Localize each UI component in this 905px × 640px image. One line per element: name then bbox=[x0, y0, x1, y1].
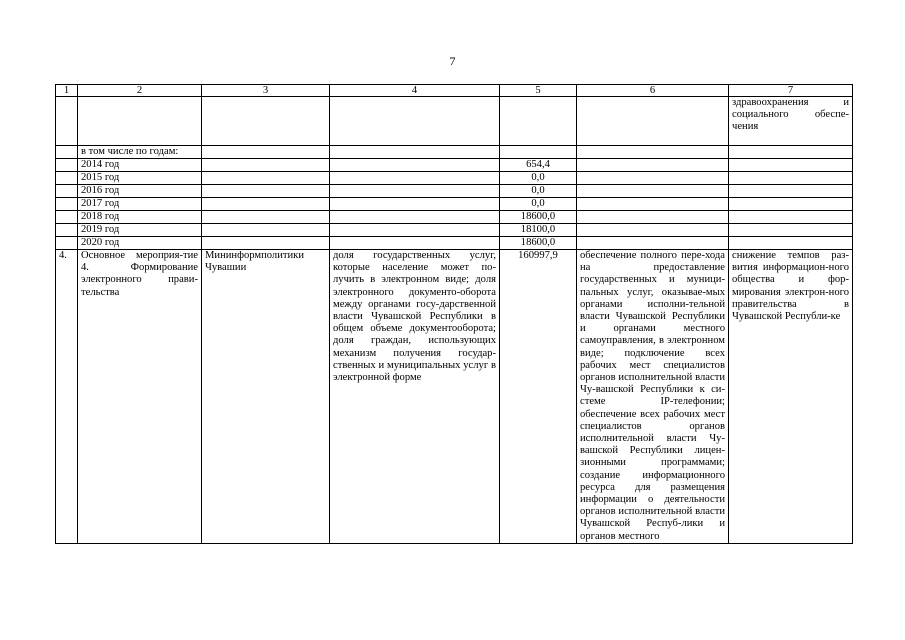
program-table bbox=[55, 84, 853, 544]
activity-amount: 160997,9 bbox=[500, 250, 577, 544]
year-row bbox=[56, 185, 853, 198]
subtotal-label-row bbox=[56, 146, 853, 159]
column-header: 6 bbox=[577, 85, 729, 97]
year-label: 2015 год bbox=[78, 172, 202, 185]
year-label: 2017 год bbox=[78, 198, 202, 211]
year-row bbox=[56, 237, 853, 250]
year-row bbox=[56, 198, 853, 211]
page-number: 7 bbox=[449, 54, 456, 68]
continued-consequence-cell: здравоохранения и социального обеспе-чения bbox=[729, 97, 853, 146]
year-value: 0,0 bbox=[500, 198, 577, 211]
year-row bbox=[56, 211, 853, 224]
continuation-row bbox=[56, 97, 853, 146]
column-number-row bbox=[56, 85, 853, 97]
year-label: 2018 год bbox=[78, 211, 202, 224]
activity-name: Основное мероприя-тие 4. Формирование электронного прави-тельства bbox=[78, 250, 202, 544]
year-label: 2016 год bbox=[78, 185, 202, 198]
year-label: 2020 год bbox=[78, 237, 202, 250]
year-value: 654,4 bbox=[500, 159, 577, 172]
activity-consequences: снижение темпов раз-вития информацион-ного общества и фор-мирования электрон-ного правительства в Чувашской Республи-ке bbox=[729, 250, 853, 544]
year-row bbox=[56, 224, 853, 237]
activity-row bbox=[56, 250, 853, 544]
column-header: 3 bbox=[202, 85, 330, 97]
column-header: 1 bbox=[56, 85, 78, 97]
column-header: 4 bbox=[330, 85, 500, 97]
column-header: 5 bbox=[500, 85, 577, 97]
year-value: 18100,0 bbox=[500, 224, 577, 237]
year-value: 0,0 bbox=[500, 172, 577, 185]
activity-executor: Мининформполитики Чувашии bbox=[202, 250, 330, 544]
year-value: 0,0 bbox=[500, 185, 577, 198]
year-label: 2014 год bbox=[78, 159, 202, 172]
year-value: 18600,0 bbox=[500, 211, 577, 224]
year-row bbox=[56, 172, 853, 185]
column-header: 2 bbox=[78, 85, 202, 97]
year-row bbox=[56, 159, 853, 172]
activity-results: обеспечение полного пере-хода на предоставление государственных и муници-пальных услуг, оказывае-мых органами исполни-тельной власти Чувашской Республики и органами местного самоуправления, в электронном виде; подключение всех рабочих мест специалистов органов исполнительной власти Чу-вашской Республики к си-стеме IP-телефонии; обеспечение всех рабочих мест специалистов органов исполнительной власти Чу-вашской Республики лицен-зионными программами; создание информационного ресурса для размещения информации о деятельности органов исполнительной власти Чувашской Респуб-лики и органов местного bbox=[577, 250, 729, 544]
year-value: 18600,0 bbox=[500, 237, 577, 250]
activity-number: 4. bbox=[56, 250, 78, 544]
year-label: 2019 год bbox=[78, 224, 202, 237]
activity-indicators: доля государственных услуг, которые население может по-лучить в электронном виде; доля электронного документо-оборота между органами госу-дарственной власти Чувашской Республики в общем объеме документооборота; доля граждан, использующих механизм получения государ-ственных и муниципальных услуг в электронной форме bbox=[330, 250, 500, 544]
subtotal-label: в том числе по годам: bbox=[78, 146, 202, 159]
column-header: 7 bbox=[729, 85, 853, 97]
